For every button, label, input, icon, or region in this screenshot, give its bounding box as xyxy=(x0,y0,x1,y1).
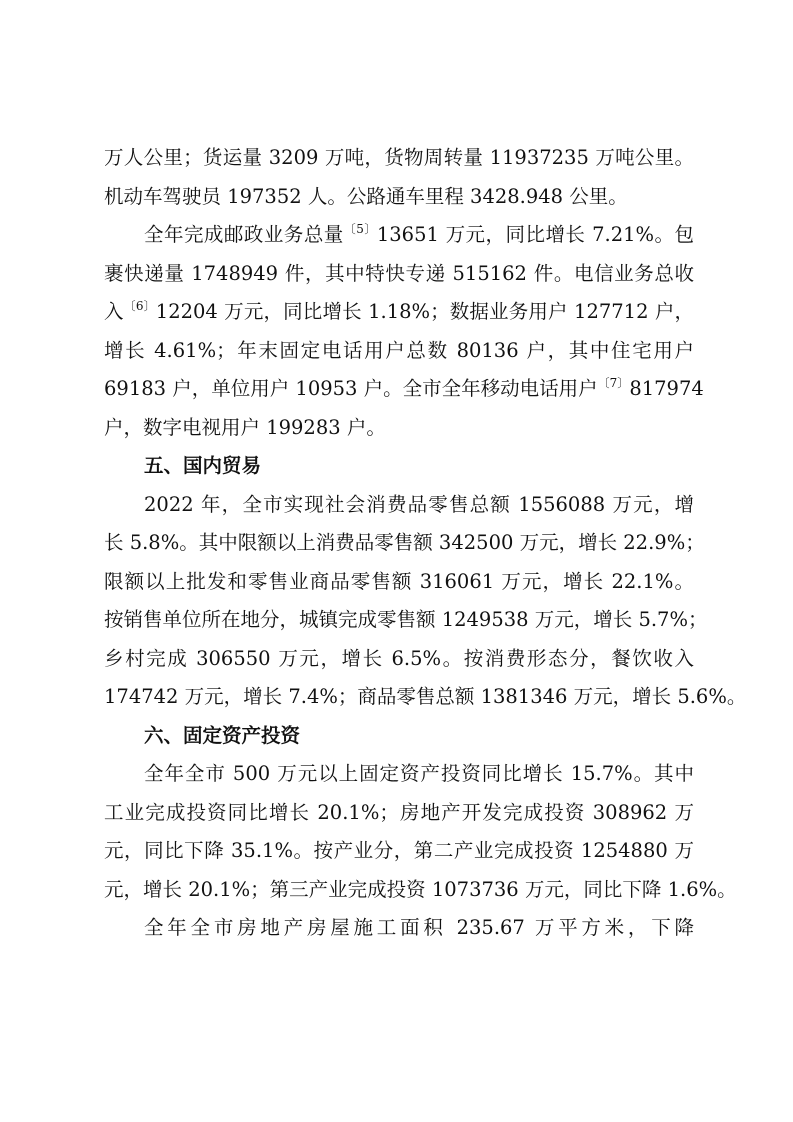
text-run: 12204 万元，同比增长 1.18%；数据业务用户 127712 户， xyxy=(155,300,694,323)
paragraph-line: 按销售单位所在地分，城镇完成零售额 1249538 万元，增长 5.7%； xyxy=(104,608,708,631)
text-run: 817974 xyxy=(629,377,704,400)
paragraph-line xyxy=(104,216,694,255)
paragraph-line: 机动车驾驶员 197352 人。公路通车里程 3428.948 公里。 xyxy=(104,184,628,208)
paragraph-line: 全年全市房地产房屋施工面积 235.67 万平方米，下降 xyxy=(144,916,694,939)
text-run: 全年完成邮政业务总量 xyxy=(144,223,344,246)
paragraph-line xyxy=(104,370,704,409)
footnote-marker: 〔6〕 xyxy=(123,299,156,313)
paragraph-line: 万人公里；货运量 3209 万吨，货物周转量 11937235 万吨公里。 xyxy=(104,146,694,169)
paragraph-line: 裹快递量 1748949 件，其中特快专递 515162 件。电信业务总收 xyxy=(104,261,694,285)
section-heading-domestic-trade: 五、国内贸易 xyxy=(144,454,262,477)
text-run: 69183 户，单位用户 10953 户。全市全年移动电话用户 xyxy=(104,377,598,400)
paragraph-line: 户，数字电视用户 199283 户。 xyxy=(104,415,386,439)
body-text xyxy=(104,139,747,948)
paragraph-line: 长 5.8%。其中限额以上消费品零售额 342500 万元，增长 22.9%； xyxy=(104,531,705,554)
paragraph-line: 2022 年，全市实现社会消费品零售总额 1556088 万元，增 xyxy=(144,492,694,516)
paragraph-line: 乡村完成 306550 万元，增长 6.5%。按消费形态分，餐饮收入 xyxy=(104,646,694,670)
paragraph-line: 工业完成投资同比增长 20.1%；房地产开发完成投资 308962 万 xyxy=(104,800,694,824)
paragraph-line xyxy=(104,293,694,332)
text-run: 入 xyxy=(104,300,124,323)
section-heading-fixed-asset-investment: 六、固定资产投资 xyxy=(144,723,301,747)
paragraph-line: 元，增长 20.1%；第三产业完成投资 1073736 万元，同比下降 1.6%。 xyxy=(104,877,737,901)
footnote-marker: 〔7〕 xyxy=(597,376,630,390)
paragraph-line: 174742 万元，增长 7.4%；商品零售总额 1381346 万元，增长 5.6%。 xyxy=(104,685,747,708)
paragraph-line: 元，同比下降 35.1%。按产业分，第二产业完成投资 1254880 万 xyxy=(104,839,694,862)
paragraph-line: 全年全市 500 万元以上固定资产投资同比增长 15.7%。其中 xyxy=(144,762,694,785)
paragraph-line: 限额以上批发和零售业商品零售额 316061 万元，增长 22.1%。 xyxy=(104,569,694,593)
paragraph-line: 增长 4.61%；年末固定电话用户总数 80136 户，其中住宅用户 xyxy=(104,338,694,362)
footnote-marker: 〔5〕 xyxy=(343,222,377,236)
text-run: 13651 万元，同比增长 7.21%。包 xyxy=(376,223,694,246)
